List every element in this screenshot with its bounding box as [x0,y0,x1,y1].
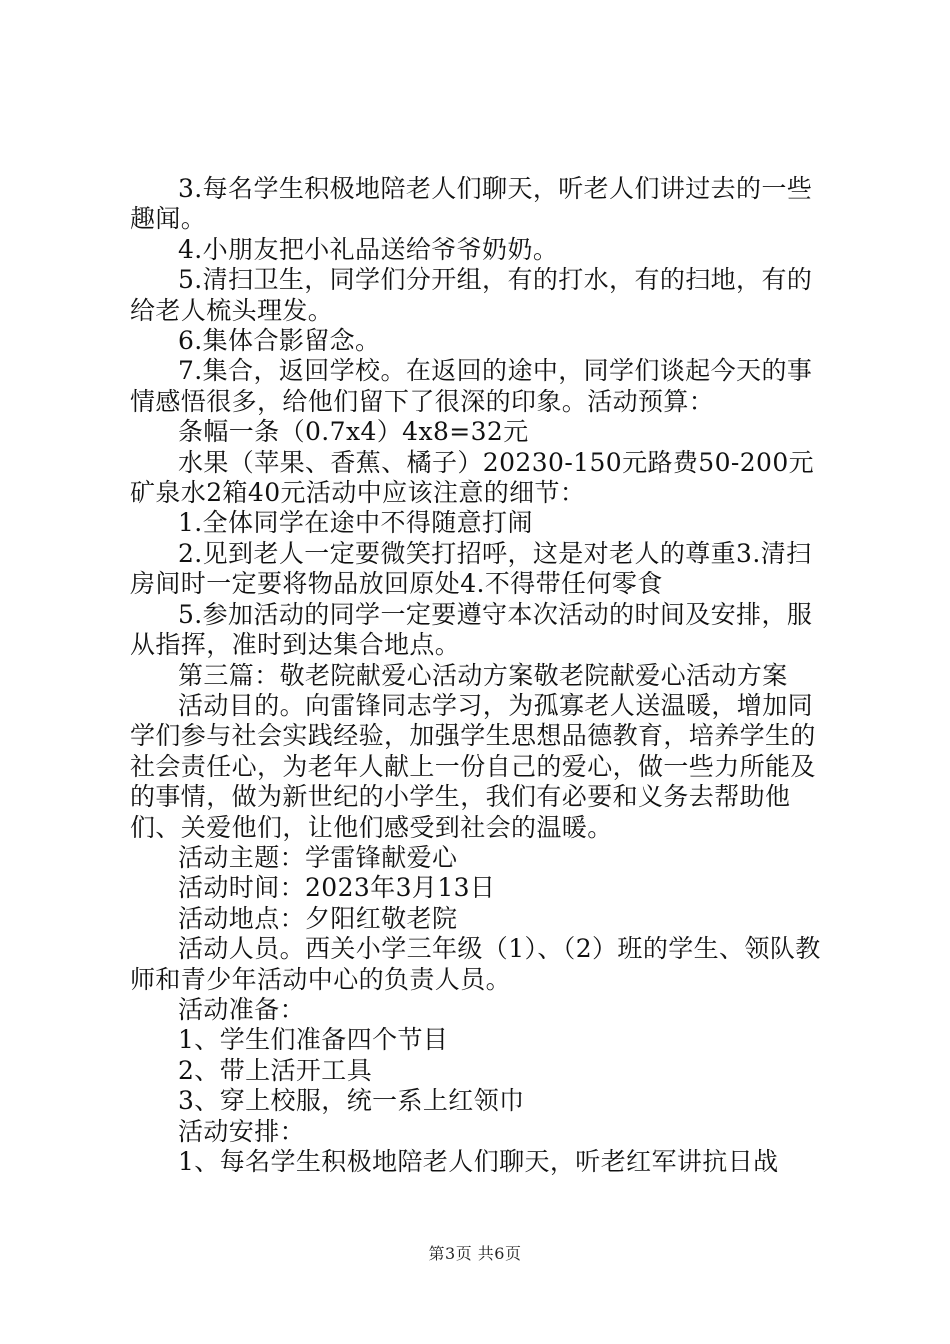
paragraph: 条幅一条（0.7x4）4x8=32元 [178,417,529,447]
paragraph: 2、带上活开工具 [178,1055,373,1085]
paragraph: 水果（苹果、香蕉、橘子）20230-150元路费50-200元矿泉水2箱40元活动中应该注意的细节： [130,447,815,508]
page-footer: 第3页 共6页 [428,1244,522,1263]
paragraph: 6.集体合影留念。 [178,326,381,356]
paragraph: 1.全体同学在途中不得随意打闹 [178,508,533,538]
paragraph: 活动地点：夕阳红敬老院 [178,903,458,933]
paragraph: 7.集合，返回学校。在返回的途中，同学们谈起今天的事情感悟很多，给他们留下了很深的印象。活动预算： [130,356,813,416]
paragraph: 1、每名学生积极地陪老人们聊天，听老红军讲抗日战 [178,1147,779,1176]
paragraph: 活动准备： [178,994,306,1024]
paragraph: 活动目的。向雷锋同志学习，为孤寡老人送温暖，增加同学们参与社会实践经验，加强学生思想品德教育，培养学生的社会责任心，为老年人献上一份自己的爱心，做一些力所能及的事情，做为新世纪的小学生，我们有必要和义务去帮助他们、关爱他们，让他们感受到社会的温暖。 [130,690,816,842]
paragraph: 活动人员。西关小学三年级（1）、（2）班的学生、领队教师和青少年活动中心的负责人员。 [130,934,821,994]
paragraph: 活动时间：2023年3月13日 [178,873,496,903]
document-body [130,174,830,1177]
paragraph: 1、学生们准备四个节目 [178,1025,449,1055]
paragraph: 活动主题：学雷锋献爱心 [178,842,458,872]
section-heading: 第三篇：敬老院献爱心活动方案敬老院献爱心活动方案 [178,660,788,690]
paragraph: 3、穿上校服，统一系上红领巾 [178,1086,525,1116]
paragraph: 2.见到老人一定要微笑打招呼，这是对老人的尊重3.清扫房间时一定要将物品放回原处4.不得带任何零食 [130,538,812,599]
paragraph: 5.参加活动的同学一定要遵守本次活动的时间及安排，服从指挥，准时到达集合地点。 [130,599,813,660]
paragraph: 4.小朋友把小礼品送给爷爷奶奶。 [178,234,559,264]
paragraph: 3.每名学生积极地陪老人们聊天，听老人们讲过去的一些趣闻。 [130,174,813,234]
paragraph: 5.清扫卫生，同学们分开组，有的打水，有的扫地，有的给老人梳头理发。 [130,265,813,325]
paragraph: 活动安排： [178,1116,306,1146]
